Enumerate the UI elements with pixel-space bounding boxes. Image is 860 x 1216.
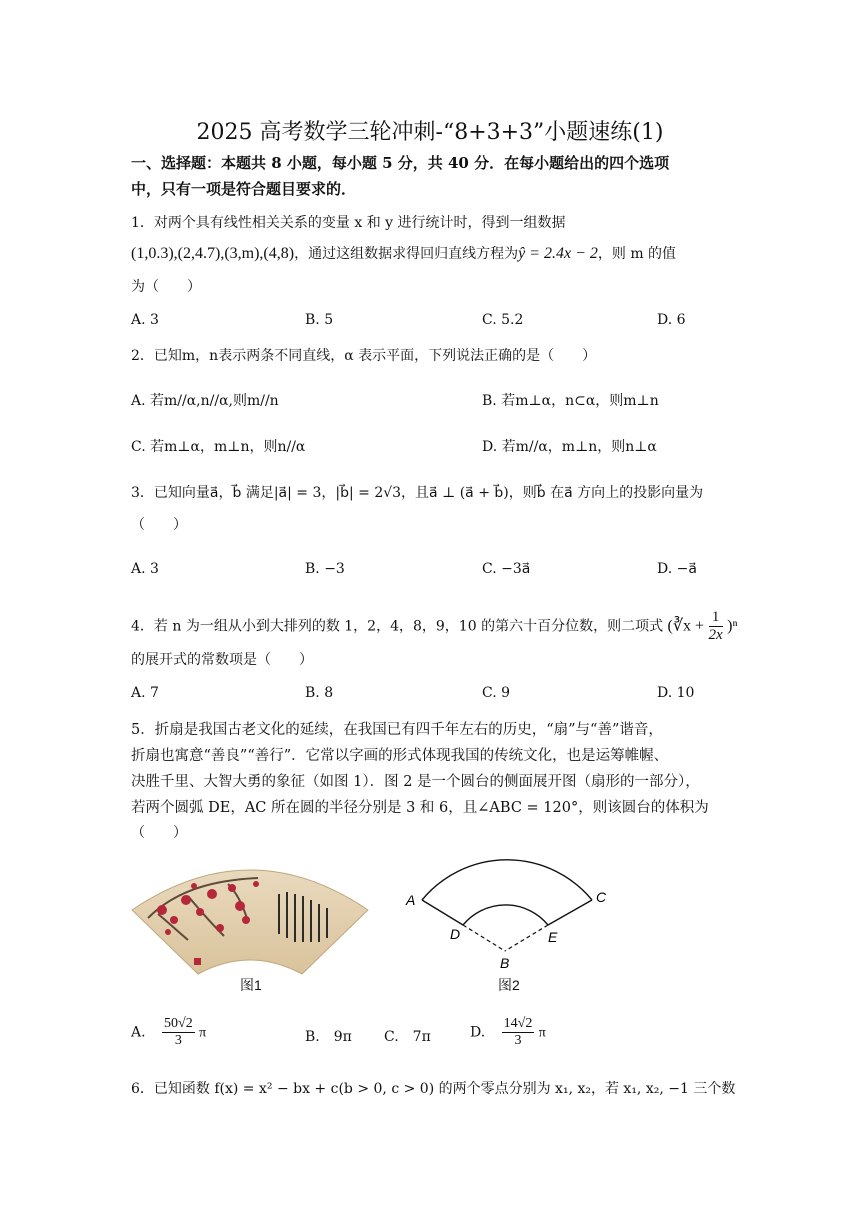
q2-option-b: B. 若m⊥α，n⊂α，则m⊥n [482, 393, 659, 409]
segment-eb [505, 925, 548, 951]
q5-option-a-den: 3 [174, 1033, 182, 1048]
label-c: C [596, 889, 607, 905]
q5-option-a-label: A. [131, 1024, 146, 1041]
q5-option-d-pi: π [538, 1025, 546, 1041]
q2-stem: 2．已知m，n表示两条不同直线，α 表示平面，下列说法正确的是（ ） [131, 348, 597, 364]
q5-option-a-fraction [162, 1016, 195, 1049]
q1-option-b: B. 5 [305, 312, 334, 328]
q3-paren: （ ） [131, 517, 187, 533]
q3-option-a: A. 3 [131, 561, 159, 577]
q5-option-d [470, 1016, 546, 1049]
q5-option-a-num: 50√2 [164, 1016, 193, 1031]
q3-option-b: B. −3 [305, 561, 345, 577]
label-a: A [406, 892, 416, 908]
arc-ac [422, 860, 592, 900]
q4-line1 [131, 609, 738, 644]
q5-option-a-pi: π [199, 1025, 207, 1041]
q2-option-a: A. 若m//α,n//α,则m//n [131, 393, 279, 409]
q2-option-c: C. 若m⊥α，m⊥n，则n//α [131, 439, 306, 455]
q3-stem: 3．已知向量a⃗，b⃗ 满足|a⃗| = 3，|b⃗| = 2√3，且a⃗ ⊥ (a⃗ + b⃗)，则b⃗ 在a⃗ 方向上的投影向量为 [131, 485, 704, 501]
q1-line1: 1．对两个具有线性相关关系的变量 x 和 y 进行统计时，得到一组数据 [131, 215, 566, 231]
q1-option-a: A. 3 [131, 312, 159, 328]
section-heading-line2: 中，只有一项是符合题目要求的． [131, 180, 357, 198]
q5-option-d-den: 3 [514, 1033, 522, 1048]
fan-painting-figure [128, 848, 372, 978]
q4-option-b: B. 8 [305, 685, 334, 701]
q5-line4: 若两个圆弧 DE，AC 所在圆的半径分别是 3 和 6，且∠ABC = 120°，则该圆台的体积为 [131, 800, 709, 816]
q1-option-c: C. 5.2 [482, 312, 524, 328]
q4-option-a: A. 7 [131, 685, 159, 701]
frustum-net-figure [398, 852, 618, 972]
segment-ad [422, 900, 463, 925]
arc-de [463, 905, 548, 925]
page-title: 2025 高考数学三轮冲刺-“8+3+3”小题速练(1) [196, 120, 664, 145]
q4-binom-right: )ⁿ [727, 617, 738, 635]
q4-line2: 的展开式的常数项是（ ） [131, 652, 313, 668]
label-e: E [548, 929, 558, 945]
q1-line3: 为（ ） [131, 279, 201, 295]
q1-mid-text: ，通过这组数据求得回归直线方程为 [294, 246, 519, 262]
q6-line1: 6．已知函数 f(x) = x² − bx + c(b > 0, c > 0) 的两个零点分别为 x₁, x₂，若 x₁, x₂, −1 三个数 [131, 1081, 736, 1097]
fig2-caption: 图2 [498, 977, 520, 993]
q4-stem: 4．若 n 为一组从小到大排列的数 1，2，4，8，9，10 的第六十百分位数，则二项式 [131, 618, 664, 635]
q5-line2: 折扇也寓意“善良”“善行”．它常以字画的形式体现我国的传统文化，也是运筹帷幄、 [131, 748, 669, 764]
q1-line2 [131, 243, 676, 263]
q3-option-d: D. −a⃗ [657, 561, 697, 577]
segment-db [463, 925, 505, 951]
q5-option-b: B. 9π [305, 1029, 352, 1045]
q5-line3: 决胜千里、大智大勇的象征（如图 1）．图 2 是一个圆台的侧面展开图（扇形的一部分）， [131, 774, 700, 790]
fig1-caption: 图1 [240, 977, 262, 993]
q1-data-points: (1,0.3),(2,4.7),(3,m),(4,8) [131, 245, 295, 262]
q1-tail-text: ，则 m 的值 [597, 246, 677, 262]
label-d: D [450, 926, 461, 942]
q5-option-d-label: D. [470, 1024, 486, 1041]
section-heading-line1: 一、选择题：本题共 8 小题，每小题 5 分，共 40 分．在每小题给出的四个选项 [131, 154, 670, 172]
segment-ce [548, 900, 592, 925]
q4-binom-den: 2x [708, 627, 723, 643]
q5-option-c: C. 7π [384, 1029, 431, 1045]
q5-paren: （ ） [131, 825, 187, 841]
q4-binom-fraction [709, 609, 723, 644]
q3-option-c: C. −3a⃗ [482, 561, 531, 577]
seal-stamp [194, 958, 201, 965]
q4-binom-num: 1 [709, 609, 723, 627]
q4-option-c: C. 9 [482, 685, 511, 701]
q5-option-a [131, 1016, 206, 1049]
q5-line1: 5．折扇是我国古老文化的延续，在我国已有四千年左右的历史，“扇”与“善”谐音， [131, 722, 663, 738]
q4-option-d: D. 10 [657, 685, 695, 701]
q2-option-d: D. 若m//α，m⊥n，则n⊥α [482, 439, 657, 455]
q1-equation: ŷ = 2.4x − 2 [518, 245, 598, 262]
q5-option-d-fraction [502, 1016, 535, 1049]
q4-binom-left: (∛x + [667, 617, 705, 635]
q5-option-d-num: 14√2 [503, 1016, 533, 1031]
label-b: B [500, 955, 510, 971]
q1-option-d: D. 6 [657, 312, 686, 328]
